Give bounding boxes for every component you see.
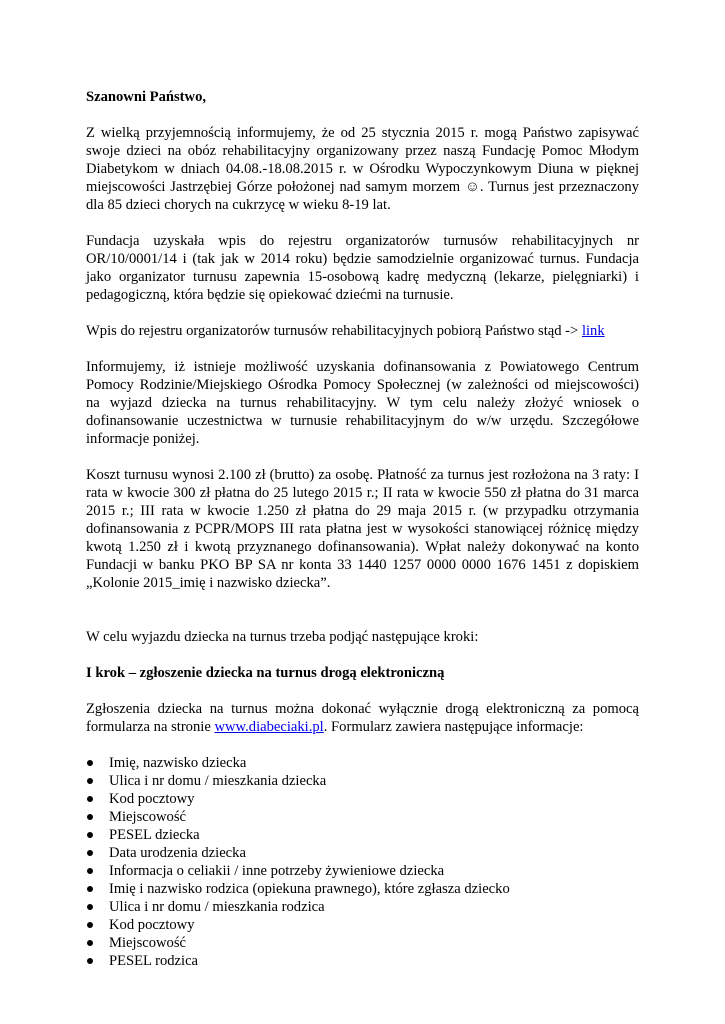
list-item	[86, 934, 639, 952]
paragraph-form-info	[86, 700, 639, 736]
list-item	[86, 808, 639, 826]
bullet-icon	[87, 904, 93, 910]
list-item	[86, 790, 639, 808]
paragraph-cost: Koszt turnusu wynosi 2.100 zł (brutto) za osobę. Płatność za turnus jest rozłożona na 3 raty: I rata w kwocie 300 zł płatna do 25 lutego 2015 r.; II rata w kwocie 550 zł płatna do 31 marca 2015 r.; III rata w kwocie 1.250 zł płatna do 29 maja 2015 r. (w przypadku otrzymania dofinansowania z PCPR/MOPS III rata płatna jest w wysokości stanowiącej różnicę między kwotą 1.250 zł i kwotą przyznanego dofinansowania). Wpłat należy dokonywać na konto Fundacji w banku PKO BP SA nr konta 33 1440 1257 0000 0000 1676 1451 z dopiskiem „Kolonie 2015_imię i nazwisko dziecka”.	[86, 467, 639, 591]
paragraph-steps-intro: W celu wyjazdu dziecka na turnus trzeba podjąć następujące kroki:	[86, 629, 479, 645]
list-item	[86, 880, 639, 898]
registry-link[interactable]: link	[581, 323, 605, 339]
bullet-icon	[87, 832, 93, 838]
list-item-text: Imię i nazwisko rodzica (opiekuna prawnego), które zgłasza dziecko	[109, 881, 510, 897]
bullet-icon	[87, 868, 93, 874]
paragraph-intro: Z wielką przyjemnością informujemy, że od 25 stycznia 2015 r. mogą Państwo zapisywać swoje dzieci na obóz rehabilitacyjny organizowany przez naszą Fundację Pomoc Młodym Diabetykom w dniach 04.08.-18.08.2015 r. w Ośrodku Wypoczynkowym Diuna w pięknej miejscowości Jastrzębiej Górze położonej nad samym morzem ☺. Turnus jest przeznaczony dla 85 dzieci chorych na cukrzycę w wieku 8-19 lat.	[86, 125, 639, 213]
list-item	[86, 862, 639, 880]
list-item-text: Miejscowość	[109, 809, 187, 825]
list-item	[86, 916, 639, 934]
bullet-icon	[87, 814, 93, 820]
list-item-text: PESEL dziecka	[109, 827, 200, 843]
registry-download-text: Wpis do rejestru organizatorów turnusów rehabilitacyjnych pobiorą Państwo stąd ->	[86, 323, 582, 339]
list-item	[86, 826, 639, 844]
bullet-icon	[87, 922, 93, 928]
list-item-text: Miejscowość	[109, 935, 187, 951]
list-item-text: Imię, nazwisko dziecka	[109, 755, 247, 771]
list-item-text: Ulica i nr domu / mieszkania rodzica	[109, 899, 325, 915]
list-item-text: PESEL rodzica	[109, 953, 199, 969]
list-item-text: Data urodzenia dziecka	[109, 845, 246, 861]
list-item-text: Informacja o celiakii / inne potrzeby żywieniowe dziecka	[109, 863, 445, 879]
form-fields-list	[86, 754, 639, 970]
list-item	[86, 772, 639, 790]
bullet-icon	[87, 778, 93, 784]
bullet-icon	[87, 850, 93, 856]
list-item-text: Kod pocztowy	[109, 791, 195, 807]
list-item	[86, 952, 639, 970]
list-item	[86, 898, 639, 916]
list-item-text: Kod pocztowy	[109, 917, 195, 933]
greeting: Szanowni Państwo,	[86, 89, 207, 105]
list-item	[86, 754, 639, 772]
bullet-icon	[87, 796, 93, 802]
list-item-text: Ulica i nr domu / mieszkania dziecka	[109, 773, 327, 789]
bullet-icon	[87, 940, 93, 946]
form-info-text-before: Zgłoszenia dziecka na turnus można dokonać wyłącznie drogą elektroniczną za pomocą formularza na stronie	[86, 701, 639, 735]
document-page	[86, 88, 639, 970]
bullet-icon	[87, 958, 93, 964]
bullet-icon	[87, 886, 93, 892]
bullet-icon	[87, 760, 93, 766]
step-heading: I krok – zgłoszenie dziecka na turnus drogą elektroniczną	[86, 665, 445, 681]
list-item	[86, 844, 639, 862]
paragraph-registry: Fundacja uzyskała wpis do rejestru organizatorów turnusów rehabilitacyjnych nr OR/10/0001/14 i (tak jak w 2014 roku) będzie samodzielnie organizować turnus. Fundacja jako organizator turnusu zapewnia 15-osobową kadrę medyczną (lekarze, pielęgniarki) i pedagogiczną, która będzie się opiekować dziećmi na turnusie.	[86, 233, 639, 303]
form-info-text-after: . Formularz zawiera następujące informacje:	[323, 719, 584, 735]
diabeciaki-link[interactable]: www.diabeciaki.pl	[214, 719, 324, 735]
paragraph-registry-download	[86, 322, 639, 340]
paragraph-funding: Informujemy, iż istnieje możliwość uzyskania dofinansowania z Powiatowego Centrum Pomocy Rodzinie/Miejskiego Ośrodka Pomocy Społecznej (w zależności od miejscowości) na wyjazd dziecka na turnus rehabilitacyjny. W tym celu należy złożyć wniosek o dofinansowanie uczestnictwa w turnusie rehabilitacyjnym do w/w urzędu. Szczegółowe informacje poniżej.	[86, 359, 639, 447]
